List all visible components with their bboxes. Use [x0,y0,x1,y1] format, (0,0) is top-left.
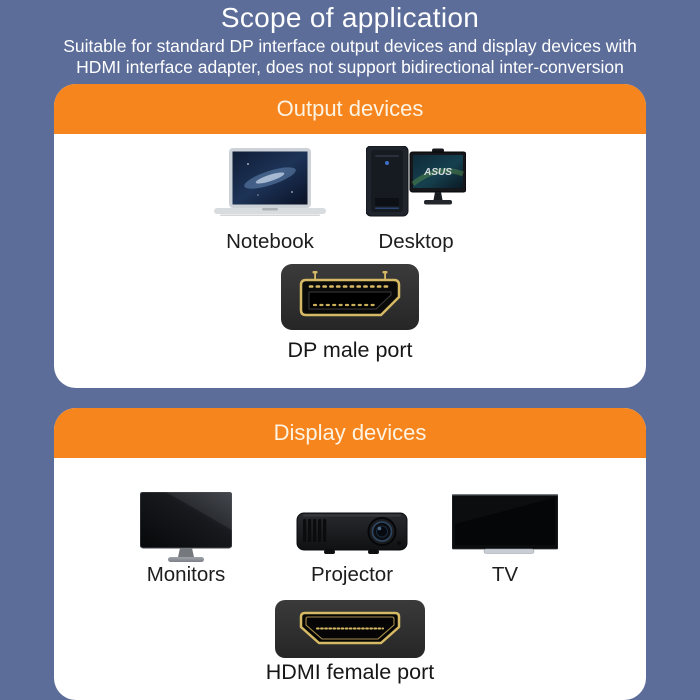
dp-male-port-icon [281,264,419,330]
subtitle-line-2: HDMI interface adapter, does not support bidirectional inter-conversion [76,57,624,77]
tv-icon [452,494,558,556]
output-devices-card [54,84,646,388]
output-devices-header: Output devices [54,84,646,134]
dp-male-port-label: DP male port [287,338,413,362]
desktop-label: Desktop [378,230,454,253]
monitors-label: Monitors [146,563,226,586]
asus-logo: ASUS [424,167,452,178]
display-devices-header: Display devices [54,408,646,458]
page-subtitle [0,36,700,78]
desktop-icon [366,146,466,224]
hdmi-female-port-label: HDMI female port [265,660,435,684]
display-devices-card [54,408,646,700]
notebook-label: Notebook [226,230,314,253]
subtitle-line-1: Suitable for standard DP interface output devices and display devices with [63,36,637,56]
projector-label: Projector [310,563,394,586]
notebook-icon [214,148,326,222]
page-title: Scope of application [220,2,480,33]
projector-icon [296,506,408,558]
tv-label: TV [491,563,519,586]
hdmi-female-port-icon [275,600,425,658]
monitor-icon [140,492,232,564]
